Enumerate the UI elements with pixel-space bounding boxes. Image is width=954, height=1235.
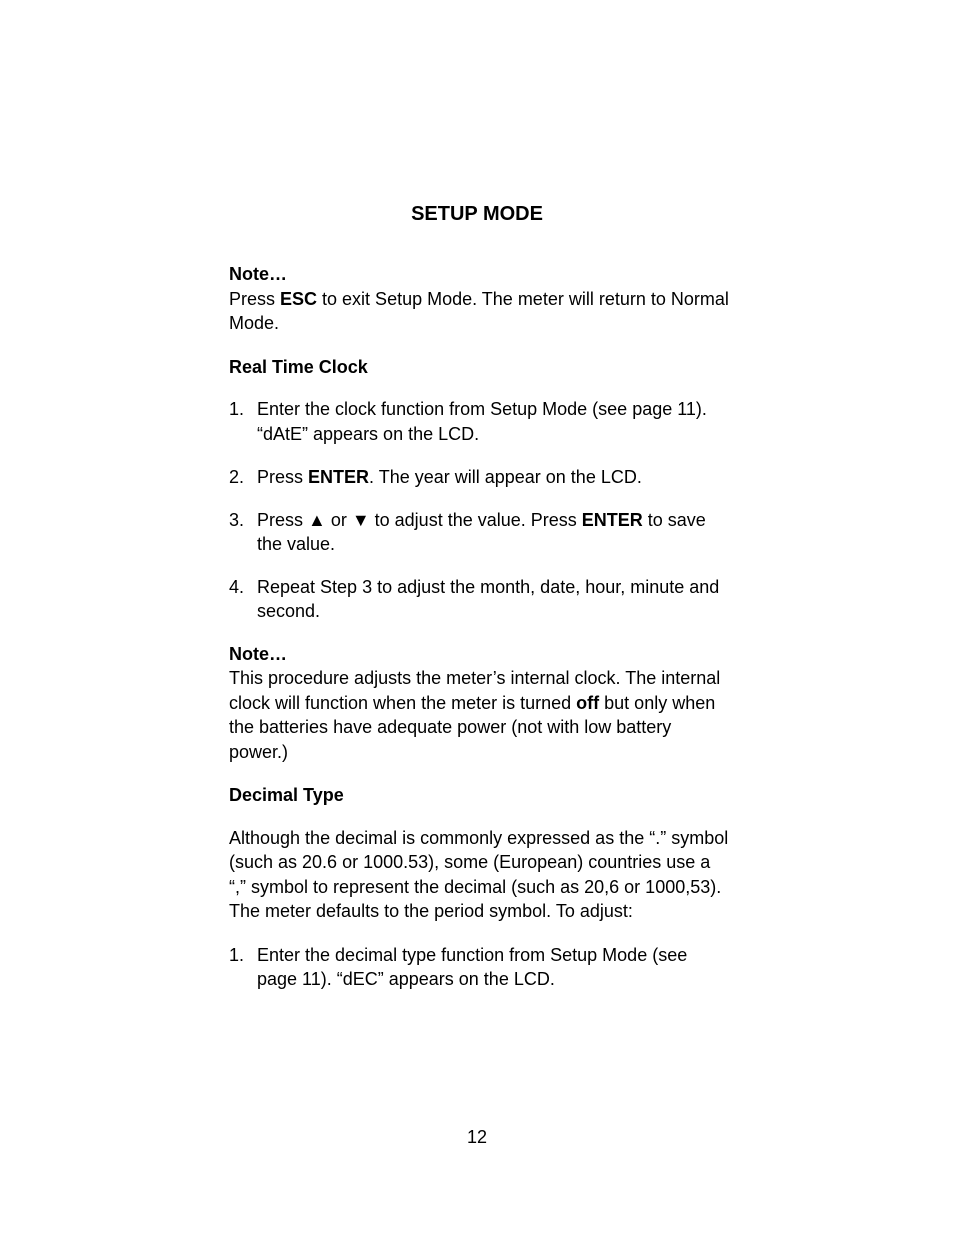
list-item-text bbox=[257, 508, 729, 557]
page-content bbox=[229, 262, 729, 992]
list-item-text-post: . The year will appear on the LCD. bbox=[369, 467, 642, 487]
list-item-text bbox=[257, 465, 729, 490]
list-item bbox=[229, 575, 729, 624]
note-text-pre: This procedure adjusts the meter’s internal clock. The internal clock will function when the meter is turned bbox=[229, 668, 721, 713]
list-number: 4. bbox=[229, 576, 245, 597]
list-item bbox=[229, 397, 729, 446]
list-item-text: Repeat Step 3 to adjust the month, date, hour, minute and second. bbox=[257, 576, 720, 621]
note-text-post: to exit Setup Mode. The meter will return to Normal Mode. bbox=[229, 288, 729, 333]
esc-key-label: ESC bbox=[280, 288, 318, 309]
decimal-paragraph: Although the decimal is commonly expressed as the “.” symbol (such as 20.6 or 1000.53), some (European) countries use a “,” symbol to represent the decimal (such as 20,6 or 1000,53). The meter defaults to the period symbol. To adjust: bbox=[229, 827, 729, 921]
enter-key-label: ENTER bbox=[308, 467, 370, 487]
page-title: SETUP MODE bbox=[411, 203, 543, 225]
list-number: 2. bbox=[229, 467, 245, 487]
section-heading-decimal-type: Decimal Type bbox=[229, 785, 344, 805]
list-number: 1. bbox=[229, 944, 245, 965]
note-heading: Note… bbox=[229, 264, 287, 284]
list-item-text-pre: Press ▲ or ▼ to adjust the value. Press bbox=[257, 509, 582, 530]
note-text bbox=[229, 666, 729, 764]
list-item bbox=[229, 943, 729, 992]
list-item bbox=[229, 508, 729, 557]
list-item-text-post: to save the value. bbox=[257, 509, 706, 554]
list-item-text: Enter the decimal type function from Setup Mode (see page 11). “dEC” appears on the LCD. bbox=[257, 944, 688, 989]
list-item bbox=[229, 465, 729, 490]
list-number: 3. bbox=[229, 509, 245, 530]
list-number: 1. bbox=[229, 399, 245, 419]
enter-key-label: ENTER bbox=[581, 509, 643, 530]
note-text-post: but only when the batteries have adequate power (not with low battery power.) bbox=[229, 692, 716, 762]
list-item-text-pre: Press bbox=[257, 467, 309, 487]
list-item-text: Enter the clock function from Setup Mode (see page 11). “dAtE” appears on the LCD. bbox=[257, 399, 707, 444]
note-text-pre: Press bbox=[229, 288, 281, 309]
page-number: 12 bbox=[466, 1127, 488, 1147]
off-label: off bbox=[576, 692, 600, 713]
section-heading-real-time-clock: Real Time Clock bbox=[229, 356, 368, 377]
note-text bbox=[229, 287, 729, 336]
note-heading: Note… bbox=[229, 643, 287, 664]
